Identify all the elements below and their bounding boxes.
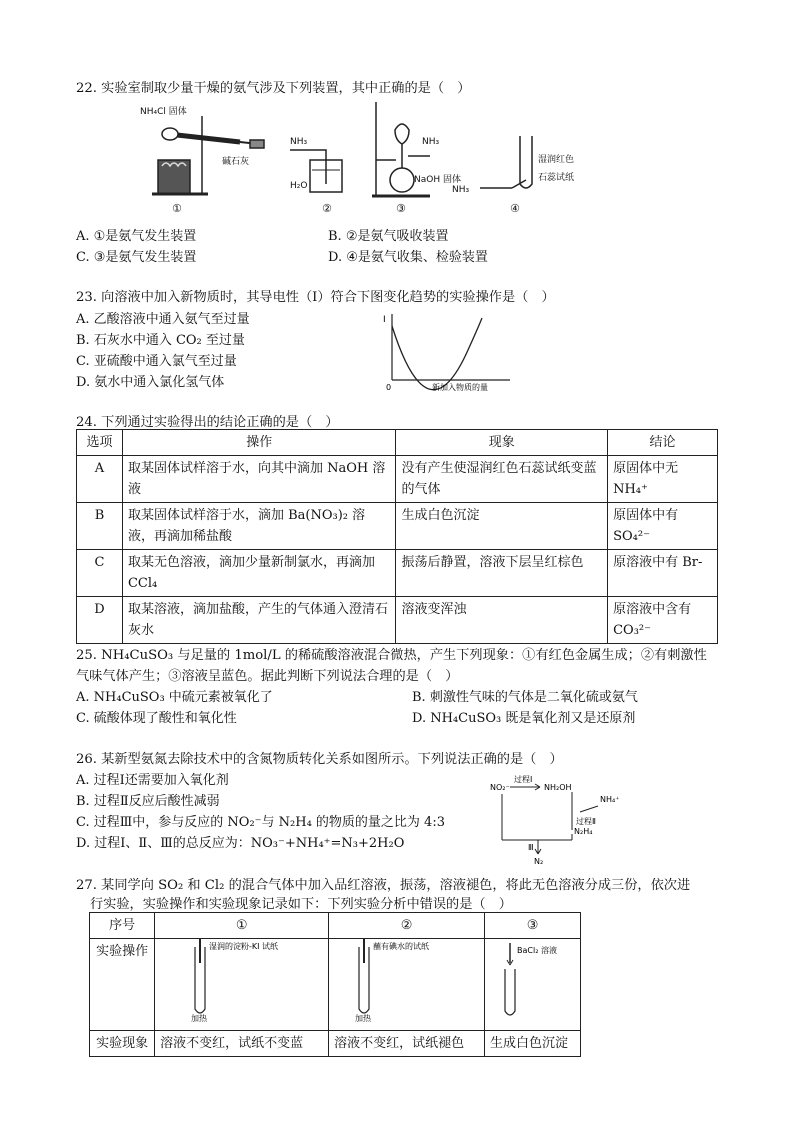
test-tube-1 — [155, 939, 325, 1023]
table-row — [77, 456, 718, 503]
table-row — [90, 1031, 581, 1057]
header-cell: 操作 — [122, 430, 396, 456]
q25-option-c: C. 硫酸体现了酸性和氧化性 — [76, 711, 237, 726]
q27-table — [89, 912, 581, 1057]
q26-option-b: B. 过程Ⅱ反应后酸性减弱 — [76, 794, 220, 809]
label-paper1: 湿润红色 — [538, 155, 575, 165]
q23-conductivity-graph — [378, 310, 518, 392]
q25-option-a: A. NH₄CuSO₃ 中硫元素被氧化了 — [76, 690, 273, 705]
q26-option-a: A. 过程Ⅰ还需要加入氧化剂 — [76, 773, 229, 788]
tube3-label: BaCl₂ 溶液 — [517, 946, 557, 955]
q23-option-b: B. 石灰水中通入 CO₂ 至过量 — [76, 333, 245, 348]
table-row — [77, 550, 718, 597]
conclusion-cell: 原溶液中有 Br- — [608, 550, 718, 597]
q22-option-a: A. ①是氨气发生装置 — [76, 229, 197, 244]
label-nh3-a: NH₃ — [290, 137, 308, 147]
table-row — [77, 597, 718, 644]
q27-stem-line2: 行实验，实验操作和实验现象记录如下：下列实验分析中错误的是（ ） — [90, 897, 512, 912]
label-naoh: NaOH 固体 — [414, 175, 461, 185]
label-nh3-b: NH₃ — [422, 137, 440, 147]
observation-cell: 溶液不变红，试纸褪色 — [329, 1031, 485, 1057]
operation-cell: 取某溶液，滴加盐酸，产生的气体通入澄清石灰水 — [122, 597, 396, 644]
header-cell: 现象 — [396, 430, 608, 456]
observation-cell: 生成白色沉淀 — [485, 1031, 581, 1057]
header-cell: ① — [155, 913, 329, 939]
conclusion-cell: 原固体中有 SO₄²⁻ — [608, 503, 718, 550]
label-n1: ① — [172, 202, 182, 215]
label-n4: ④ — [510, 202, 520, 215]
q22-option-d: D. ④是氨气收集、检验装置 — [328, 250, 488, 265]
q23-stem: 23. 向溶液中加入新物质时，其导电性（I）符合下图变化趋势的实验操作是（ ） — [76, 290, 555, 305]
table-header-row — [90, 913, 581, 939]
q24-table — [76, 429, 718, 644]
q27-stem-line1: 27. 某同学向 SO₂ 和 Cl₂ 的混合气体中加入品红溶液，振荡，溶液褪色，将此无色溶液分成三份，依次进 — [76, 878, 691, 893]
q26-option-c: C. 过程Ⅲ中，参与反应的 NO₂⁻与 N₂H₄ 的物质的量之比为 4:3 — [76, 815, 445, 830]
label-nh3-c: NH₃ — [452, 185, 470, 195]
option-cell: B — [77, 503, 123, 550]
q25-stem-line2: 气味气体产生；③溶液呈蓝色。据此判断下列说法合理的是（ ） — [76, 669, 459, 684]
header-cell: ③ — [485, 913, 581, 939]
operation-figure-1 — [155, 939, 329, 1031]
label-nh4cl: NH₄Cl 固体 — [140, 107, 187, 117]
diagram-p2: 过程Ⅱ — [576, 817, 596, 826]
diagram-n2h4: N₂H₄ — [574, 827, 593, 836]
conclusion-cell: 原溶液中含有 CO₃²⁻ — [608, 597, 718, 644]
test-tube-2 — [329, 939, 481, 1023]
diagram-no2: NO₂⁻ — [490, 783, 510, 792]
operation-figure-3 — [485, 939, 581, 1031]
operation-cell: 取某无色溶液，滴加少量新制氯水，再滴加 CCl₄ — [122, 550, 396, 597]
q23-option-d: D. 氨水中通入氯化氢气体 — [76, 375, 225, 390]
q23-option-c: C. 亚硫酸中通入氯气至过量 — [76, 354, 237, 369]
q22-option-b: B. ②是氨气吸收装置 — [328, 229, 449, 244]
diagram-p1: 过程Ⅰ — [514, 775, 533, 784]
header-cell: ② — [329, 913, 485, 939]
q25-stem-line1: 25. NH₄CuSO₃ 与足量的 1mol/L 的稀硫酸溶液混合微热，产生下列现象：①有红色金属生成；②有刺激性 — [76, 648, 707, 663]
q22-stem: 22. 实验室制取少量干燥的氨气涉及下列装置，其中正确的是（ ） — [76, 81, 471, 96]
q22-option-c: C. ③是氨气发生装置 — [76, 250, 197, 265]
header-cell: 选项 — [77, 430, 123, 456]
phenomenon-cell: 生成白色沉淀 — [396, 503, 608, 550]
diagram-p3: Ⅲ — [528, 843, 534, 852]
label-paper2: 石蕊试纸 — [538, 173, 575, 183]
apparatus-4 — [480, 136, 532, 188]
operation-cell: 取某固体试样溶于水，滴加 Ba(NO₃)₂ 溶液，再滴加稀盐酸 — [122, 503, 396, 550]
diagram-nh4: NH₄⁺ — [600, 795, 620, 804]
label-lime: 碱石灰 — [222, 157, 250, 167]
option-cell: A — [77, 456, 123, 503]
apparatus-1 — [152, 116, 264, 194]
q24-stem: 24. 下列通过实验得出的结论正确的是（ ） — [76, 415, 339, 430]
diagram-n2: N₂ — [534, 857, 544, 866]
tube2-heat: 加热 — [355, 1014, 372, 1023]
option-cell: C — [77, 550, 123, 597]
graph-xlabel: 新加入物质的量 — [432, 383, 488, 392]
q26-option-d: D. 过程Ⅰ、Ⅱ、Ⅲ的总反应为：NO₃⁻+NH₄⁺=N₃+2H₂O — [76, 836, 405, 851]
q25-option-b: B. 刺激性气味的气体是二氧化硫或氨气 — [412, 690, 638, 705]
graph-ylabel: I — [383, 315, 386, 325]
phenomenon-cell: 振荡后静置，溶液下层呈红棕色 — [396, 550, 608, 597]
table-row — [77, 503, 718, 550]
graph-origin: 0 — [386, 383, 392, 392]
q26-nitrogen-diagram — [488, 772, 628, 868]
operation-cell: 取某固体试样溶于水，向其中滴加 NaOH 溶液 — [122, 456, 396, 503]
conclusion-cell: 原固体中无 NH₄⁺ — [608, 456, 718, 503]
header-cell: 序号 — [90, 913, 155, 939]
operation-figure-2 — [329, 939, 485, 1031]
q26-stem: 26. 某新型氨氮去除技术中的含氮物质转化关系如图所示。下列说法正确的是（ ） — [76, 752, 563, 767]
phenomenon-cell: 溶液变浑浊 — [396, 597, 608, 644]
row-label: 实验现象 — [90, 1031, 155, 1057]
q22-apparatus-figure — [140, 100, 600, 216]
row-label: 实验操作 — [90, 939, 155, 1031]
label-h2o: H₂O — [290, 181, 308, 191]
test-tube-3 — [485, 939, 577, 1023]
tube1-label: 湿润的淀粉-KI 试纸 — [209, 942, 279, 951]
header-cell: 结论 — [608, 430, 718, 456]
table-header-row — [77, 430, 718, 456]
tube2-label: 蘸有碘水的试纸 — [373, 942, 430, 951]
diagram-nh2oh: NH₂OH — [544, 783, 572, 792]
phenomenon-cell: 没有产生使湿润红色石蕊试纸变蓝的气体 — [396, 456, 608, 503]
label-n3: ③ — [396, 202, 406, 215]
option-cell: D — [77, 597, 123, 644]
q23-option-a: A. 乙酸溶液中通入氨气至过量 — [76, 312, 250, 327]
label-n2: ② — [322, 202, 332, 215]
q25-option-d: D. NH₄CuSO₃ 既是氧化剂又是还原剂 — [412, 711, 636, 726]
tube1-heat: 加热 — [191, 1014, 208, 1023]
table-row — [90, 939, 581, 1031]
observation-cell: 溶液不变红，试纸不变蓝 — [155, 1031, 329, 1057]
